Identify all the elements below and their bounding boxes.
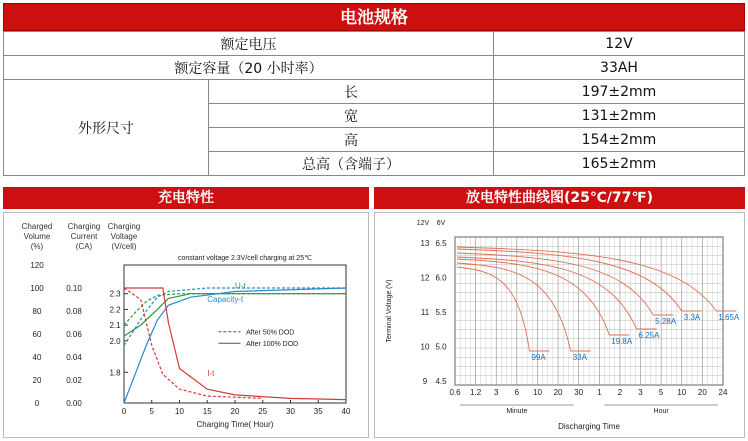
voltage-6v-tick: 5.5 bbox=[435, 308, 447, 317]
volume-tick-label: 0 bbox=[34, 399, 40, 408]
axis-header-voltage: (V/cell) bbox=[111, 242, 137, 251]
curve-label-capacity: Capacity-t bbox=[207, 294, 244, 304]
axis-header-volume: Charged bbox=[21, 222, 53, 231]
x-tick-label: 1 bbox=[597, 388, 602, 397]
x-tick-label: 25 bbox=[258, 407, 268, 416]
voltage-12v-tick: 12 bbox=[420, 273, 430, 283]
voltage-6v-tick: 4.5 bbox=[435, 377, 447, 386]
volume-tick-label: 40 bbox=[32, 353, 42, 362]
voltage-value: 12V bbox=[494, 32, 745, 56]
height-label: 高 bbox=[209, 128, 494, 152]
voltage-tick-label: 2.0 bbox=[109, 336, 121, 346]
x-tick-label: 6 bbox=[514, 388, 520, 397]
current-tick-label: 0.06 bbox=[66, 330, 82, 339]
voltage-tick-label: 2.2 bbox=[109, 305, 121, 315]
volume-tick-label: 100 bbox=[30, 284, 44, 293]
discharge-curve bbox=[457, 247, 716, 311]
legend-item: After 100% DOD bbox=[246, 341, 299, 349]
current-tick-label: 0.04 bbox=[66, 353, 82, 362]
voltage-label: 额定电压 bbox=[4, 32, 494, 56]
axis-header-voltage: Voltage bbox=[110, 232, 138, 241]
current-label: 19.8A bbox=[611, 337, 633, 346]
height-value: 154±2mm bbox=[494, 128, 745, 152]
x-tick-label: 24 bbox=[718, 388, 728, 397]
series-line bbox=[124, 288, 263, 398]
x-tick-label: 30 bbox=[574, 388, 584, 397]
x-tick-label: 1.2 bbox=[470, 388, 482, 397]
x-tick-label: 2 bbox=[617, 388, 623, 397]
voltage-tick-label: 1.8 bbox=[109, 368, 121, 378]
legend-item: After 50% DOD bbox=[246, 329, 295, 337]
axis-header-current: Charging bbox=[67, 222, 101, 231]
x-axis-label: Charging Time( Hour) bbox=[196, 420, 274, 429]
dimension-label: 外形尺寸 bbox=[4, 80, 209, 176]
y-axis-label: Terminal Voltage (V) bbox=[386, 279, 393, 343]
discharge-curve bbox=[457, 253, 653, 315]
volume-tick-label: 80 bbox=[32, 307, 42, 316]
spec-table bbox=[3, 31, 745, 176]
x-tick-label: 5 bbox=[658, 388, 664, 397]
x-tick-label: 0 bbox=[121, 407, 127, 416]
chart-title: constant voltage 2.3V/cell charging at 25℃ bbox=[178, 255, 312, 262]
voltage-tick-label: 2.1 bbox=[109, 321, 121, 331]
x-tick-label: 10 bbox=[677, 388, 687, 397]
current-label: 1.65A bbox=[718, 313, 740, 322]
voltage-12v-tick: 13 bbox=[420, 239, 430, 248]
axis-12v-header: 12V bbox=[416, 220, 430, 227]
length-value: 197±2mm bbox=[494, 80, 745, 104]
discharge-chart-panel bbox=[374, 212, 745, 438]
axis-header-current: (CA) bbox=[75, 242, 93, 251]
volume-tick-label: 120 bbox=[30, 261, 44, 270]
length-label: 长 bbox=[209, 80, 494, 104]
charge-chart-panel bbox=[3, 212, 369, 438]
x-tick-label: 3 bbox=[638, 388, 643, 397]
voltage-6v-tick: 6.0 bbox=[435, 273, 447, 283]
x-tick-label: 35 bbox=[313, 407, 323, 416]
x-tick-label: 20 bbox=[553, 388, 563, 397]
discharge-curve bbox=[457, 263, 571, 351]
volume-tick-label: 60 bbox=[32, 330, 42, 339]
voltage-6v-tick: 5.0 bbox=[435, 342, 447, 352]
curve-label-voltage: U-t bbox=[235, 281, 246, 291]
current-tick-label: 0.02 bbox=[66, 376, 82, 385]
voltage-12v-tick: 9 bbox=[422, 377, 428, 386]
x-tick-label: 40 bbox=[341, 407, 351, 416]
minute-label: Minute bbox=[506, 408, 528, 415]
discharge-curve bbox=[457, 267, 529, 351]
series-line bbox=[124, 288, 346, 403]
volume-tick-label: 20 bbox=[32, 376, 42, 385]
x-tick-label: 10 bbox=[533, 388, 542, 397]
discharge-chart bbox=[375, 213, 744, 437]
x-tick-label: 20 bbox=[697, 388, 707, 397]
axis-header-voltage: Charging bbox=[107, 222, 141, 231]
total-height-value: 165±2mm bbox=[494, 152, 745, 176]
x-tick-label: 10 bbox=[175, 407, 184, 416]
voltage-6v-tick: 6.5 bbox=[435, 239, 447, 248]
x-tick-label: 15 bbox=[202, 407, 212, 416]
x-axis-label: Discharging Time bbox=[558, 422, 620, 431]
total-height-label: 总高（含端子） bbox=[209, 152, 494, 176]
axis-header-volume: (%) bbox=[30, 242, 44, 251]
axis-6v-header: 6V bbox=[436, 220, 446, 227]
current-tick-label: 0.00 bbox=[66, 399, 82, 408]
capacity-value: 33AH bbox=[494, 56, 745, 80]
x-tick-label: 5 bbox=[149, 407, 154, 416]
curve-label-current: I-t bbox=[207, 369, 215, 378]
current-label: 5.28A bbox=[655, 317, 677, 326]
current-tick-label: 0.08 bbox=[66, 307, 82, 316]
current-label: 99A bbox=[531, 353, 546, 362]
charge-chart bbox=[4, 213, 368, 437]
x-tick-label: 3 bbox=[494, 388, 499, 397]
current-label: 3.3A bbox=[683, 313, 701, 322]
current-label: 6.25A bbox=[638, 331, 660, 340]
discharge-section-title: 放电特性曲线图(25℃/77℉) bbox=[374, 187, 745, 209]
voltage-12v-tick: 11 bbox=[420, 308, 430, 317]
voltage-12v-tick: 10 bbox=[420, 342, 430, 352]
current-tick-label: 0.10 bbox=[66, 284, 82, 293]
capacity-label: 额定容量（20 小时率） bbox=[4, 56, 494, 80]
axis-header-volume: Volume bbox=[23, 232, 51, 241]
spec-title: 电池规格 bbox=[3, 3, 745, 31]
axis-header-current: Current bbox=[70, 232, 98, 241]
x-tick-label: 20 bbox=[230, 407, 240, 416]
x-tick-label: 30 bbox=[286, 407, 295, 416]
charge-section-title: 充电特性 bbox=[3, 187, 369, 209]
x-tick-label: 0.6 bbox=[449, 388, 461, 397]
hour-label: Hour bbox=[653, 408, 669, 415]
width-label: 宽 bbox=[209, 104, 494, 128]
series-line bbox=[124, 288, 346, 400]
voltage-tick-label: 2.3 bbox=[109, 289, 121, 299]
width-value: 131±2mm bbox=[494, 104, 745, 128]
current-label: 33A bbox=[572, 353, 587, 362]
